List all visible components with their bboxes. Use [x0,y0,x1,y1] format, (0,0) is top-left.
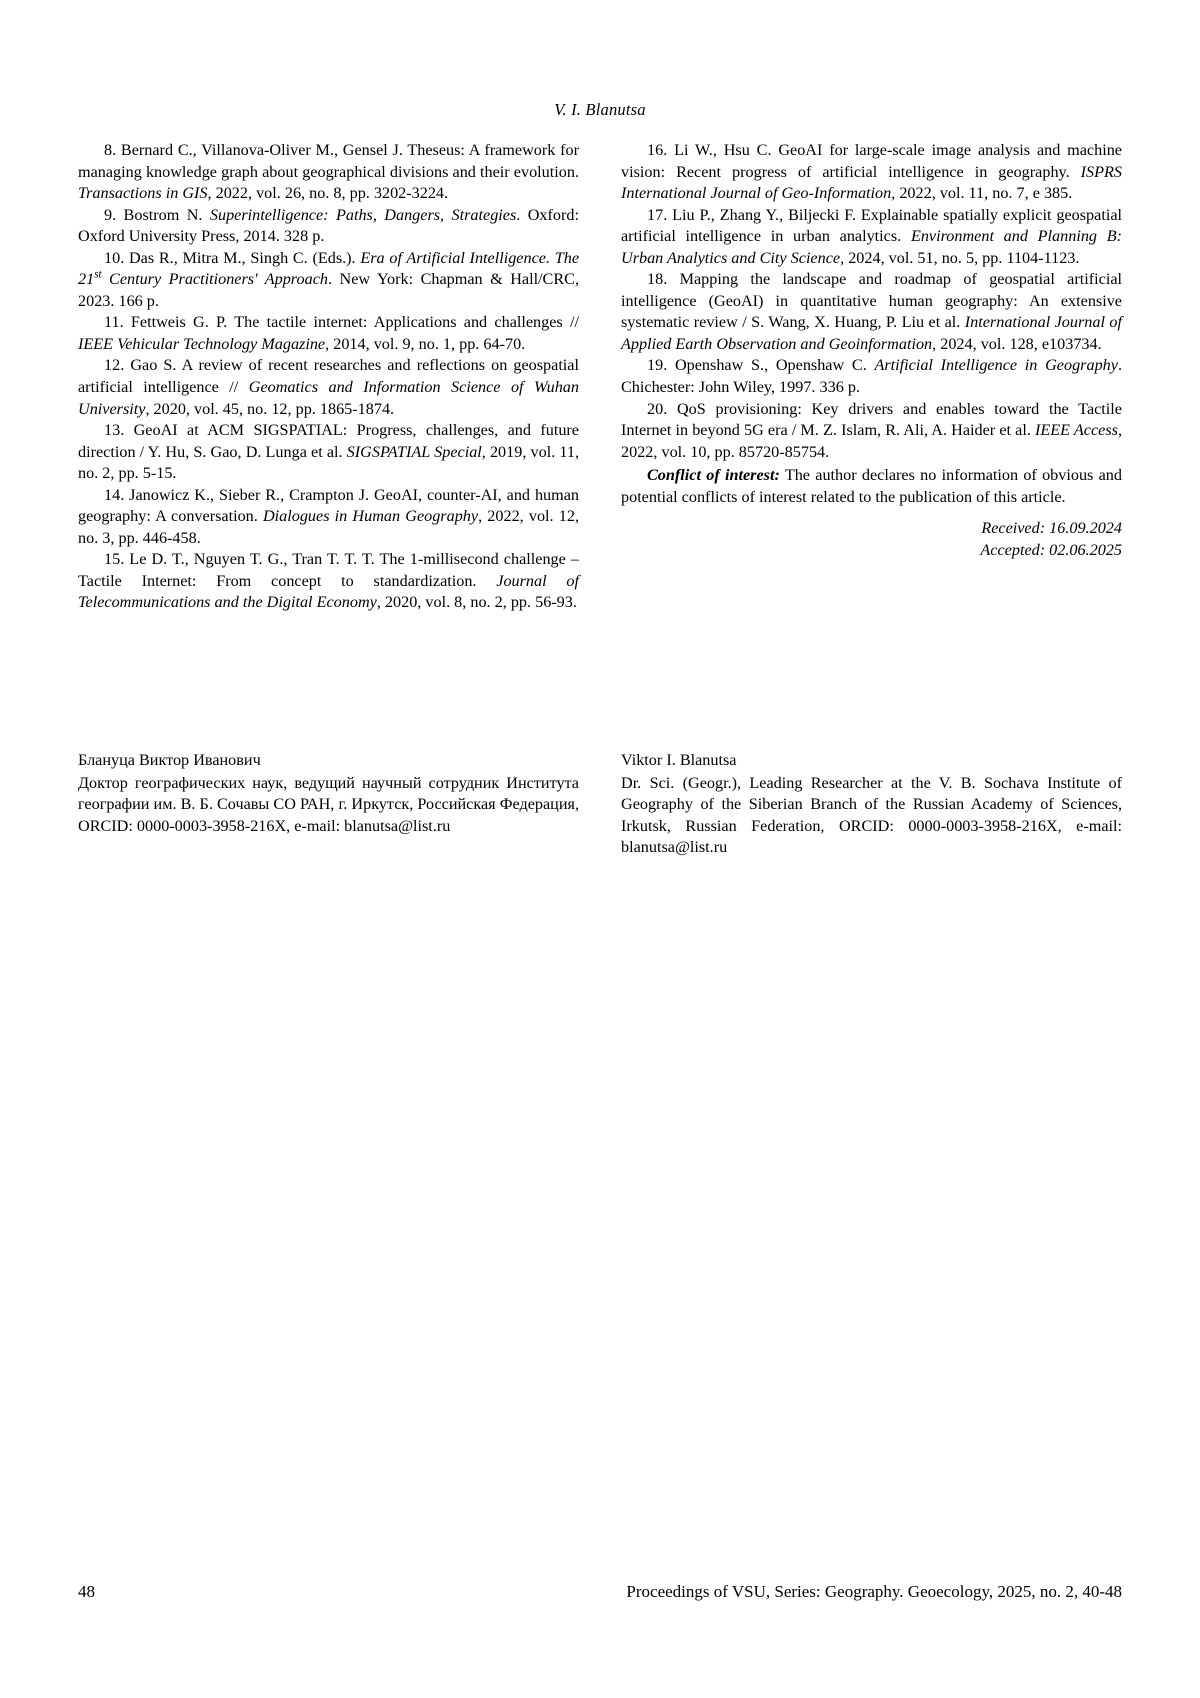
journal-citation: Proceedings of VSU, Series: Geography. Geoecology, 2025, no. 2, 40-48 [626,1582,1122,1601]
reference-item: 9. Bostrom N. Superintelligence: Paths, Dangers, Strategies. Oxford: Oxford University Press, 2014. 328 p. [78,205,579,246]
author-affiliation-ru: Доктор географических наук, ведущий научный сотрудник Института географии им. В. Б. Сочавы СО РАН, г. Иркутск, Российская Федерация, ORCID: 0000-0003-3958-216X, e-mail: blanutsa@list.ru [78,773,579,835]
received-date: Received: 16.09.2024 [981,519,1122,538]
left-column [78,140,579,614]
author-info-en [621,750,1122,859]
author-name-ru: Блануца Виктор Иванович [78,751,261,769]
reference-item: 8. Bernard C., Villanova-Oliver M., Gensel J. Theseus: A framework for managing knowledge graph about geographical divisions and their evolution. Transactions in GIS, 2022, vol. 26, no. 8, pp. 3202-3224. [78,141,579,203]
accepted-date: Accepted: 02.06.2025 [980,540,1122,559]
reference-item: 16. Li W., Hsu C. GeoAI for large-scale image analysis and machine vision: Recent progress of artificial intelligence in geography. ISPRS International Journal of Geo-Information, 2022, vol. 11, no. 7, e 385. [621,141,1122,203]
page-footer [78,1582,1122,1602]
reference-item: 18. Mapping the landscape and roadmap of geospatial artificial intelligence (GeoAI) in quantitative human geography: An extensive systematic review / S. Wang, X. Huang, P. Liu et al. International Journal of Applied Earth Observation and Geoinformation, 2024, vol. 128, e103734. [621,270,1122,353]
conflict-text: The author declares no information of obvious and potential conflicts of interest related to the publication of this article. [621,466,1122,506]
running-head: V. I. Blanutsa [554,100,646,119]
conflict-label: Conflict of interest: [647,466,780,485]
author-affiliation-en: Dr. Sci. (Geogr.), Leading Researcher at the V. B. Sochava Institute of Geography of the Siberian Branch of the Russian Academy of Sciences, Irkutsk, Russian Federation, ORCID: 0000-0003-3958-216X, e-mail: blanutsa@list.ru [621,773,1122,857]
right-column [621,140,1122,614]
reference-item: 20. QoS provisioning: Key drivers and enables toward the Tactile Internet in beyond 5G era / M. Z. Islam, R. Ali, A. Haider et al. IEEE Access, 2022, vol. 10, pp. 85720-85754. [621,399,1123,461]
reference-columns [78,140,1122,614]
author-info-block [78,750,1122,859]
reference-item: 10. Das R., Mitra M., Singh C. (Eds.). Era of Artificial Intelligence. The 21st Century Practitioners' Approach. New York: Chapman & Hall/CRC, 2023. 166 p. [78,248,580,310]
received-dates [621,518,1122,561]
reference-item: 17. Liu P., Zhang Y., Biljecki F. Explainable spatially explicit geospatial artificial intelligence in urban analytics. Environment and Planning B: Urban Analytics and City Science, 2024, vol. 51, no. 5, pp. 1104-1123. [621,205,1123,267]
conflict-of-interest [621,465,1122,508]
reference-item: 12. Gao S. A review of recent researches and reflections on geospatial artificial intelligence // Geomatics and Information Science of Wuhan University, 2020, vol. 45, no. 12, pp. 1865-1874. [78,356,579,418]
reference-item: 14. Janowicz K., Sieber R., Crampton J. GeoAI, counter-AI, and human geography: A conversation. Dialogues in Human Geography, 2022, vol. 12, no. 3, pp. 446-458. [78,485,579,547]
reference-item: 15. Le D. T., Nguyen T. G., Tran T. T. T. The 1-millisecond challenge – Tactile Internet: From concept to standardization. Journal of Telecommunications and the Digital Economy, 2020, vol. 8, no. 2, pp. 56-93. [78,550,579,612]
author-name-en: Viktor I. Blanutsa [621,751,737,769]
page-number: 48 [78,1582,95,1601]
reference-item: 19. Openshaw S., Openshaw C. Artificial Intelligence in Geography. Chichester: John Wiley, 1997. 336 p. [621,356,1122,397]
reference-item: 13. GeoAI at ACM SIGSPATIAL: Progress, challenges, and future direction / Y. Hu, S. Gao, D. Lunga et al. SIGSPATIAL Special, 2019, vol. 11, no. 2, pp. 5-15. [78,421,579,483]
author-info-ru [78,750,579,859]
reference-item: 11. Fettweis G. P. The tactile internet: Applications and challenges // IEEE Vehicular Technology Magazine, 2014, vol. 9, no. 1, pp. 64-70. [78,313,579,353]
